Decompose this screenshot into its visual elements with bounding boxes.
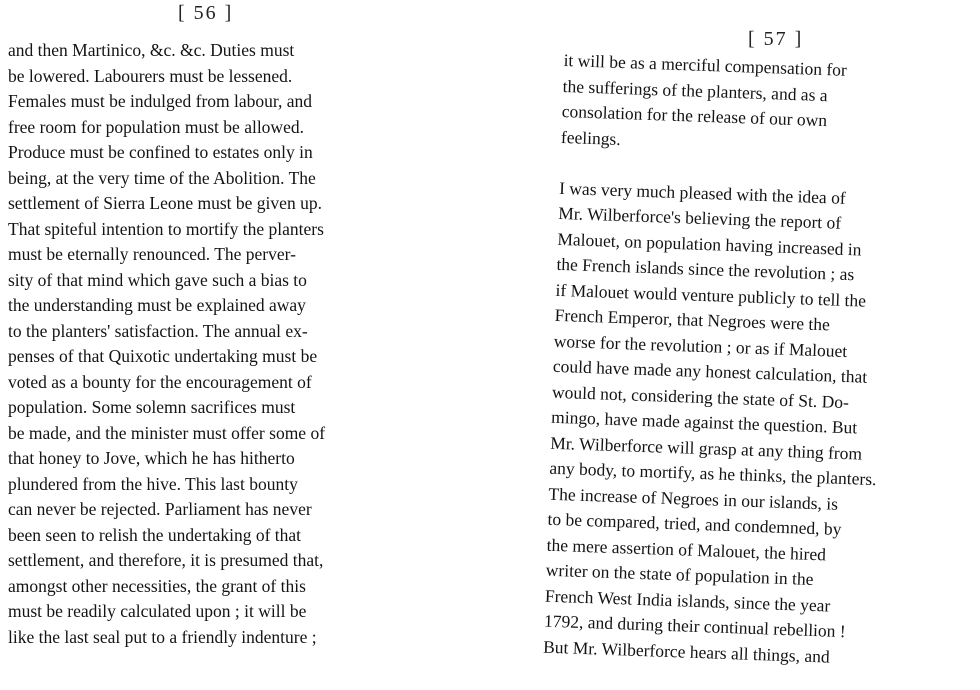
right-text-line: worse for the revolution ; or as if Malouet [553,330,848,361]
left-text-line: Produce must be confined to estates only in [8,142,313,162]
right-text-line: French West India islands, since the year [544,585,831,616]
left-text-line: the understanding must be explained away [8,295,306,315]
right-text-line: The increase of Negroes in our islands, is [548,483,839,514]
left-text-line: That spiteful intention to mortify the planters [8,218,324,239]
left-text-line: can never be rejected. Parliament has never [8,499,312,519]
left-page-number: [ 56 ] [178,2,234,24]
left-text-line: sity of that mind which gave such a bias to [8,269,307,290]
left-text-line: amongst other necessities, the grant of this [8,575,306,596]
left-text-line: penses of that Quixotic undertaking must be [8,346,318,366]
left-text-line: settlement, and therefore, it is presumed that, [8,550,324,570]
right-text-line: to be compared, tried, and condemned, by [547,508,842,539]
right-text-line: consolation for the release of our own [561,100,828,131]
left-text-line: must be eternally renounced. The perver- [8,244,296,264]
right-text-line: French Emperor, that Negroes were the [554,304,831,335]
left-text-line: like the last seal put to a friendly indenture ; [8,626,317,647]
right-text-line: Mr. Wilberforce will grasp at any thing from [549,432,863,464]
left-text-line: to the planters' satisfaction. The annual ex- [8,320,308,341]
right-text-line: mingo, have made against the question. But [550,406,858,438]
right-text-line: Malouet, on population having increased in [557,228,862,259]
right-text-line: I was very much pleased with the idea of [558,177,847,208]
left-text-line: being, at the very time of the Abolition. The [8,167,316,188]
right-text-line: the sufferings of the planters, and as a [562,75,828,105]
left-text-line: free room for population must be allowed. [8,116,304,137]
right-text-line: if Malouet would venture publicly to tell the [555,279,867,311]
right-text-line: writer on the state of population in the [545,559,814,590]
left-text-line: voted as a bounty for the encouragement of [8,371,312,392]
left-text-line: that honey to Jove, which he has hitherto [8,448,295,468]
right-text-line: 1792, and during their continual rebellion ! [543,610,847,642]
left-text-line: plundered from the hive. This last bounty [8,473,298,494]
right-page-number: [ 57 ] [748,28,804,50]
left-text-line: be lowered. Labourers must be lessened. [8,65,293,86]
right-page-text [542,50,974,667]
right-text-line: any body, to mortify, as he thinks, the planters. [549,457,877,490]
left-text-line: and then Martinico, &c. &c. Duties must [8,40,295,60]
left-text-line: population. Some solemn sacrifices must [8,397,296,417]
left-text-line: Females must be indulged from labour, and [8,91,313,111]
right-text-line: the French islands since the revolution ; as [556,253,855,285]
left-text-line: settlement of Sierra Leone must be given up. [8,193,322,213]
right-text-line: Mr. Wilberforce's believing the report of [557,202,842,233]
right-text-line: could have made any honest calculation, that [552,355,868,387]
right-text-line: But Mr. Wilberforce hears all things, and [542,636,831,667]
right-text-line: feelings. [560,126,622,149]
left-text-line: been seen to relish the undertaking of that [8,524,302,545]
right-page [490,0,980,690]
right-text-line: the mere assertion of Malouet, the hired [546,534,827,564]
left-text-line: must be readily calculated upon ; it will be [8,601,307,621]
right-text-line: would not, considering the state of St. Do- [551,381,850,412]
right-text-line: it will be as a merciful compensation for [563,50,848,80]
left-text-line: be made, and the minister must offer some of [8,422,326,443]
